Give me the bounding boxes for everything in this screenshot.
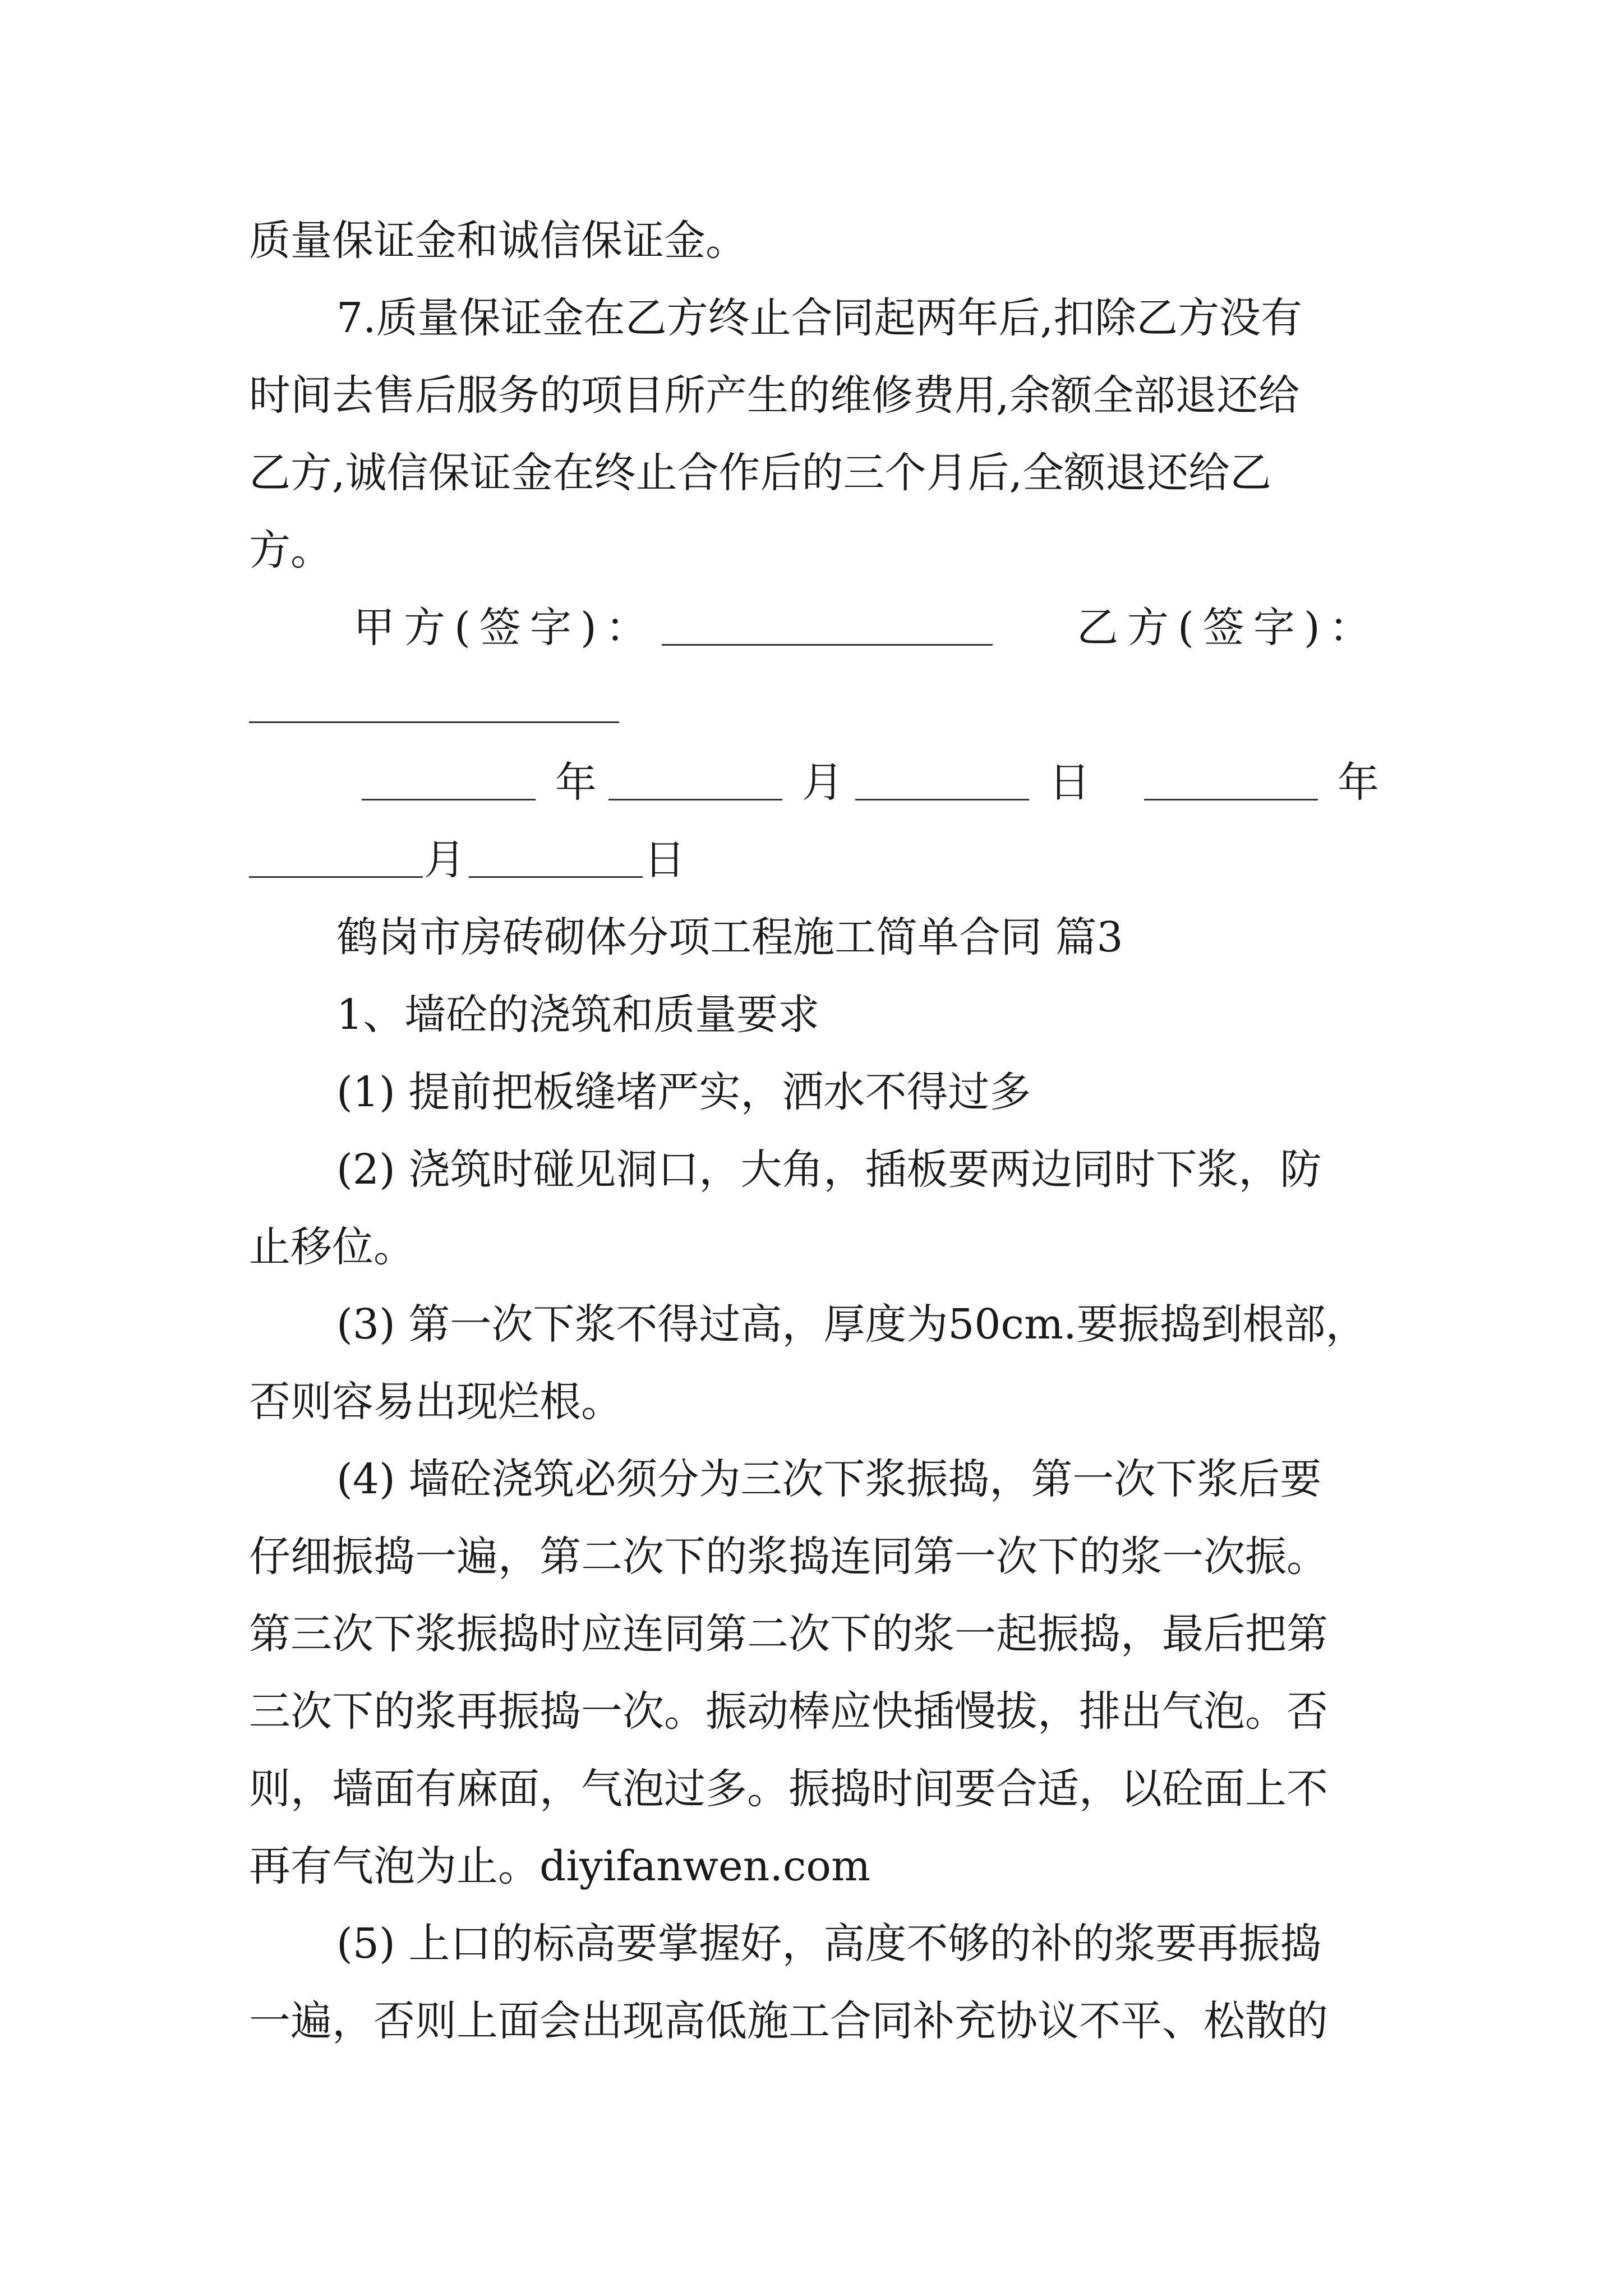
party-a-year-label: 年 [555, 758, 597, 807]
section-heading: 1、墙砼的浇筑和质量要求 [336, 991, 820, 1039]
party-a-month-blank [608, 799, 782, 800]
party-b-year-blank [1144, 799, 1318, 800]
list-item-continuation: 第三次下浆振捣时应连同第二次下的浆一起振捣，最后把第 [249, 1610, 1328, 1658]
paragraph-line: 乙方,诚信保证金在终止合作后的三个月后,全额退还给乙 [249, 449, 1272, 497]
party-b-year-label: 年 [1338, 758, 1379, 807]
party-b-signature-label: 乙方(签字)： [1077, 604, 1380, 652]
list-item: (3) 第一次下浆不得过高，厚度为50cm.要振捣到根部， [336, 1300, 1367, 1349]
list-item-continuation: 否则容易出现烂根。 [249, 1378, 623, 1426]
party-a-signature-line [662, 644, 993, 646]
list-item: (2) 浇筑时碰见洞口，大角，插板要两边同时下浆，防 [336, 1145, 1322, 1194]
section-title: 鹤岗市房砖砌体分项工程施工简单合同 篇3 [336, 913, 1123, 961]
list-item: (1) 提前把板缝堵严实，洒水不得过多 [336, 1068, 1031, 1116]
party-b-month-label: 月 [424, 836, 465, 884]
list-item: (5) 上口的标高要掌握好，高度不够的补的浆要再振捣 [336, 1920, 1322, 1968]
list-item: (4) 墙砼浇筑必须分为三次下浆振捣，第一次下浆后要 [336, 1455, 1322, 1503]
list-item-continuation: 三次下的浆再振捣一次。振动棒应快插慢拔，排出气泡。否 [249, 1687, 1328, 1736]
paragraph-line: 时间去售后服务的项目所产生的维修费用,余额全部退还给 [249, 371, 1300, 420]
party-b-month-blank [249, 876, 423, 878]
list-item-continuation: 再有气泡为止。diyifanwen.com [249, 1842, 871, 1890]
paragraph-line: 质量保证金和诚信保证金。 [249, 217, 747, 265]
party-a-signature-label: 甲方(签字)： [353, 604, 656, 652]
party-b-day-blank [469, 876, 643, 878]
list-item-continuation: 一遍，否则上面会出现高低施工合同补充协议不平、松散的 [249, 1997, 1328, 2045]
paragraph-line: 方。 [249, 526, 332, 574]
party-b-signature-line [249, 721, 619, 723]
party-a-day-label: 日 [1049, 758, 1090, 807]
list-item-continuation: 止移位。 [249, 1223, 415, 1271]
party-a-year-blank [362, 799, 536, 800]
party-a-month-label: 月 [802, 758, 843, 807]
party-a-day-blank [855, 799, 1029, 800]
list-item-continuation: 仔细振捣一遍，第二次下的浆捣连同第一次下的浆一次振。 [249, 1533, 1328, 1581]
list-item-continuation: 则，墙面有麻面，气泡过多。振捣时间要合适，以砼面上不 [249, 1765, 1328, 1813]
party-b-day-label: 日 [644, 836, 685, 884]
paragraph-line: 7.质量保证金在乙方终止合同起两年后,扣除乙方没有 [336, 294, 1303, 342]
